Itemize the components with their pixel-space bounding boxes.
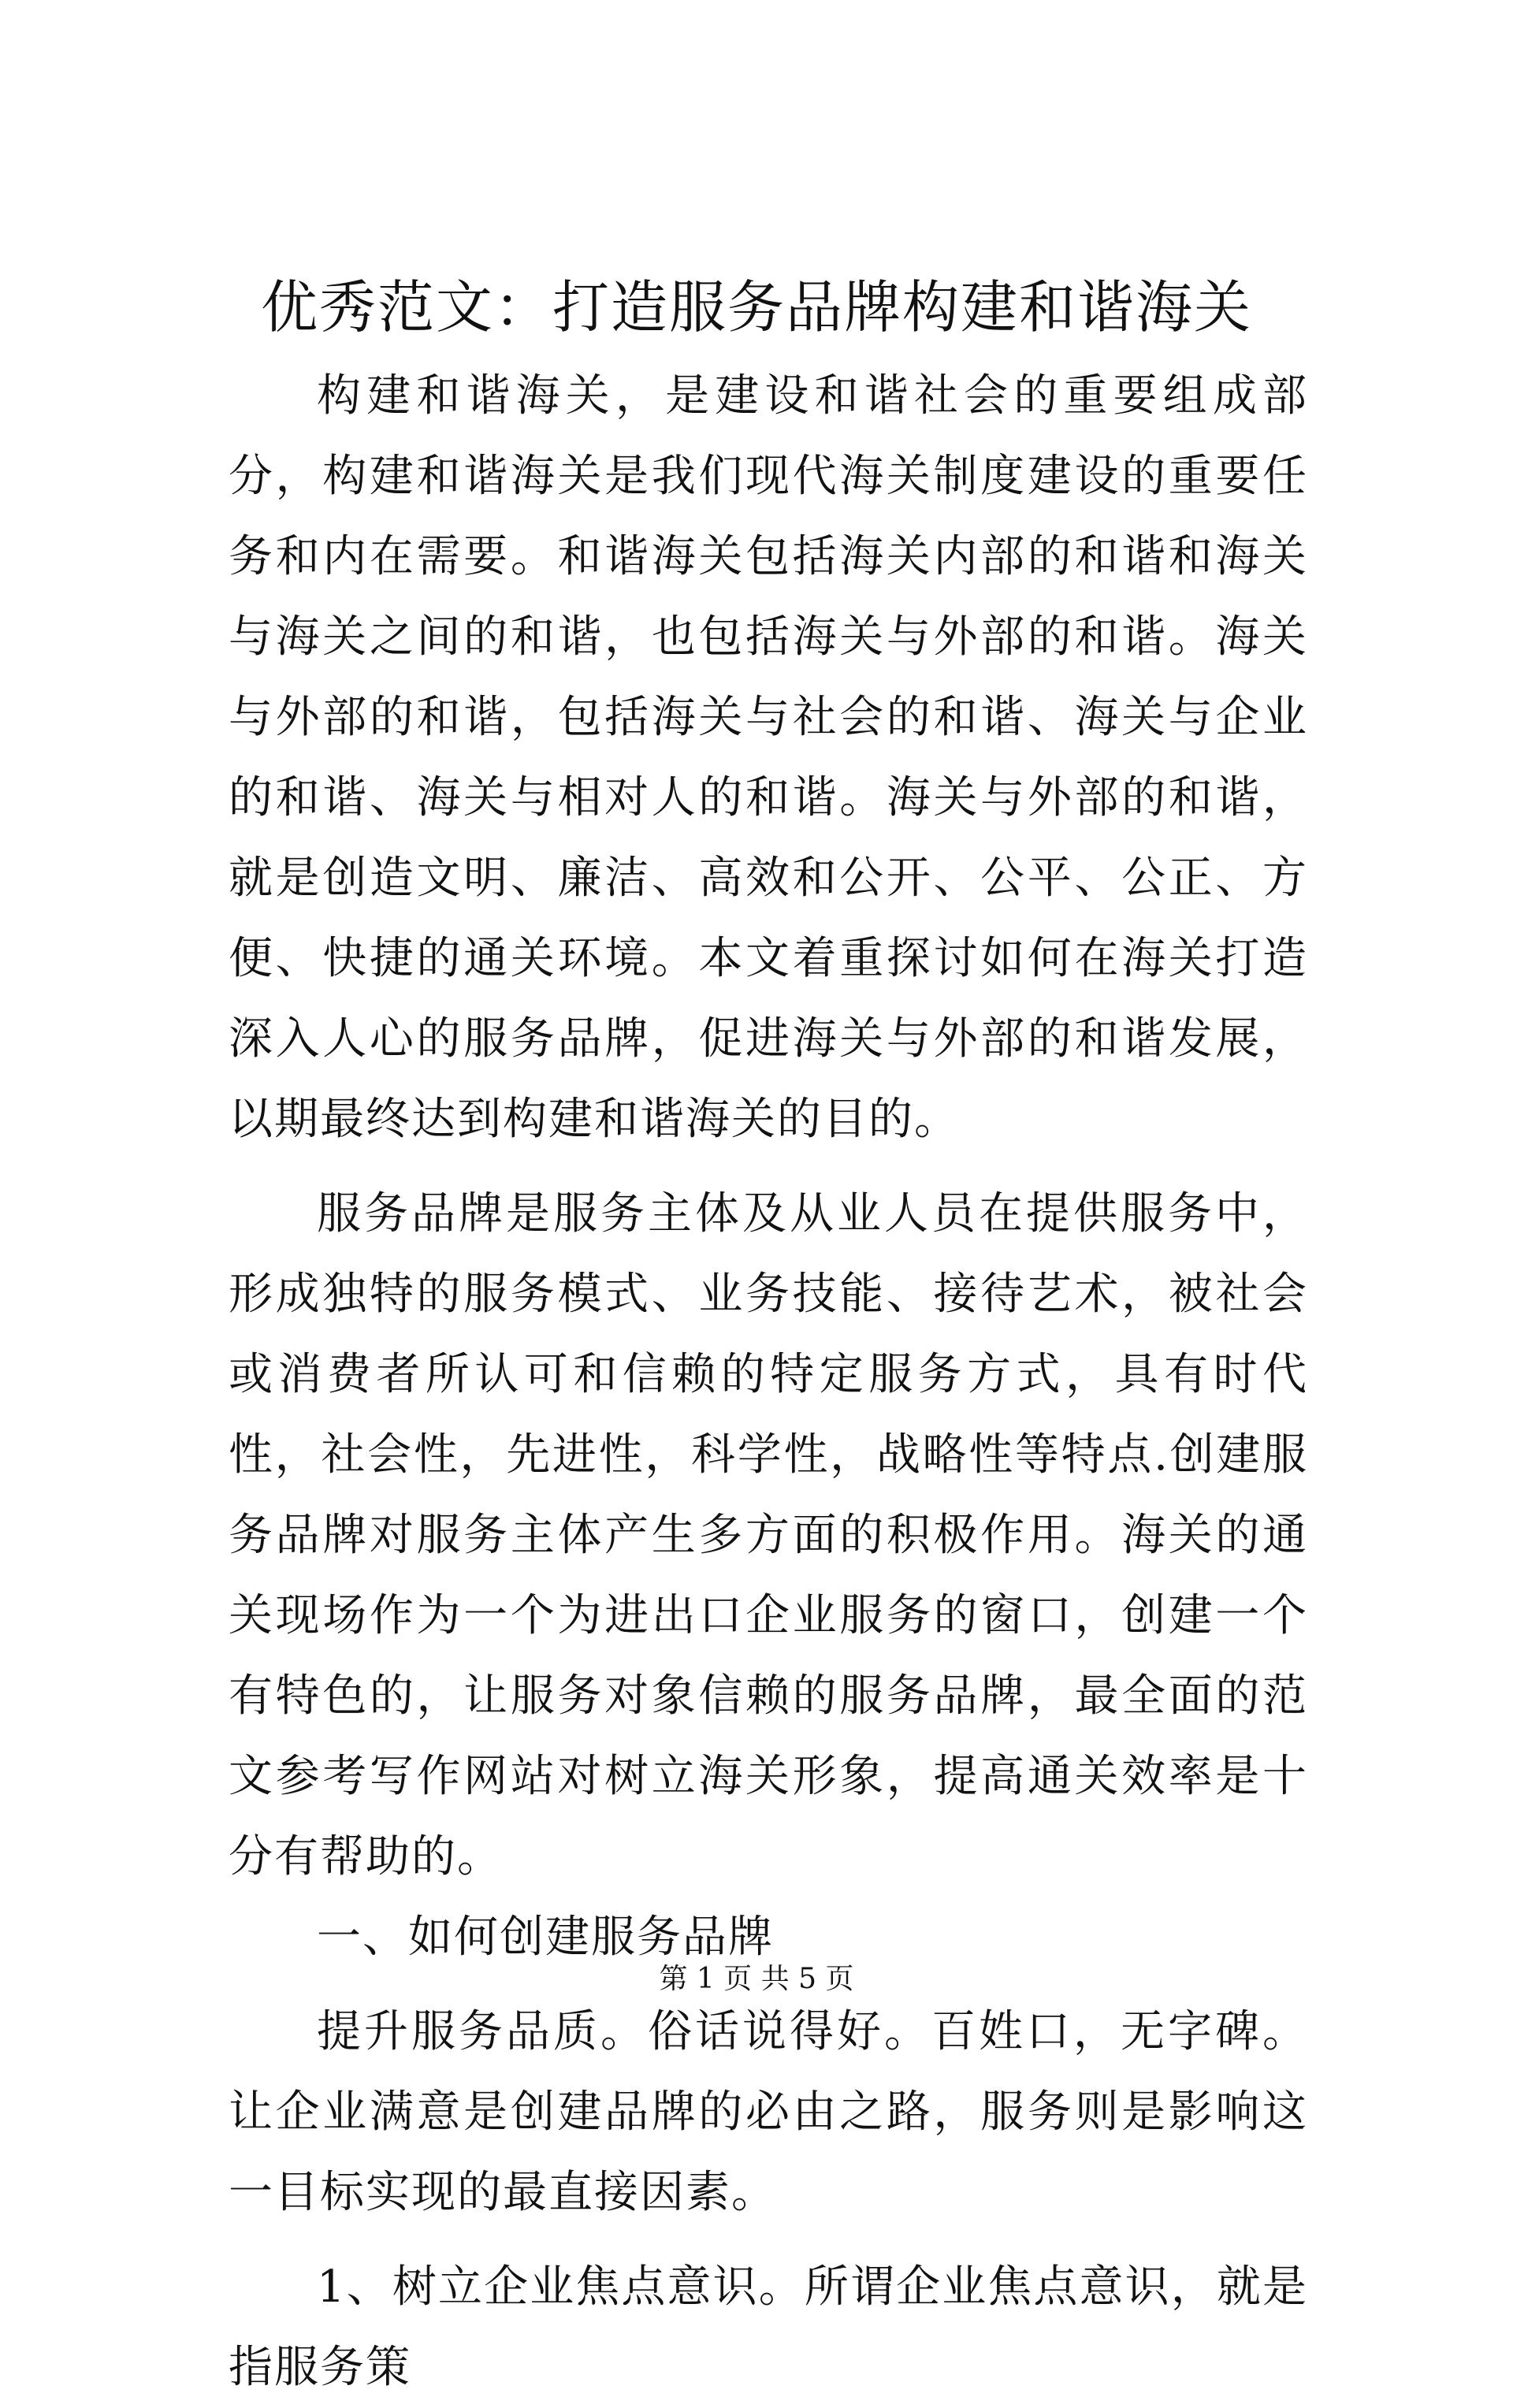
section-heading: 一、如何创建服务品牌 — [317, 1912, 774, 1963]
paragraph-improve-quality: 提升服务品质。俗话说得好。百姓口，无字碑。让企业满意是创建品牌的必由之路，服务则是影响这一目标实现的最直接因素。 — [229, 2006, 1308, 2218]
paragraph-service-brand: 服务品牌是服务主体及从业人员在提供服务中，形成独特的服务模式、业务技能、接待艺术，被社会或消费者所认可和信赖的特定服务方式，具有时代性，社会性，先进性，科学性，战略性等特点.创建服务品牌对服务主体产生多方面的积极作用。海关的通关现场作为一个为进出口企业服务的窗口，创建一个有特色的，让服务对象信赖的服务品牌，最全面的范文参考写作网站对树立海关形象，提高通关效率是十分有帮助的。 — [229, 1188, 1308, 1882]
page-number-footer: 第 1 页 共 5 页 — [659, 1963, 854, 1995]
paragraph-intro: 构建和谐海关，是建设和谐社会的重要组成部分，构建和谐海关是我们现代海关制度建设的重要任务和内在需要。和谐海关包括海关内部的和谐和海关与海关之间的和谐，也包括海关与外部的和谐。海关与外部的和谐，包括海关与社会的和谐、海关与企业的和谐、海关与相对人的和谐。海关与外部的和谐，就是创造文明、廉洁、高效和公开、公平、公正、方便、快捷的通关环境。本文着重探讨如何在海关打造深入人心的服务品牌，促进海关与外部的和谐发展，以期最终达到构建和谐海关的目的。 — [229, 370, 1308, 1145]
document-body — [229, 356, 1308, 2408]
paragraph-enterprise-focus: 1、树立企业焦点意识。所谓企业焦点意识，就是指服务策 — [229, 2261, 1308, 2393]
document-title: 优秀范文：打造服务品牌构建和谐海关 — [260, 274, 1252, 340]
